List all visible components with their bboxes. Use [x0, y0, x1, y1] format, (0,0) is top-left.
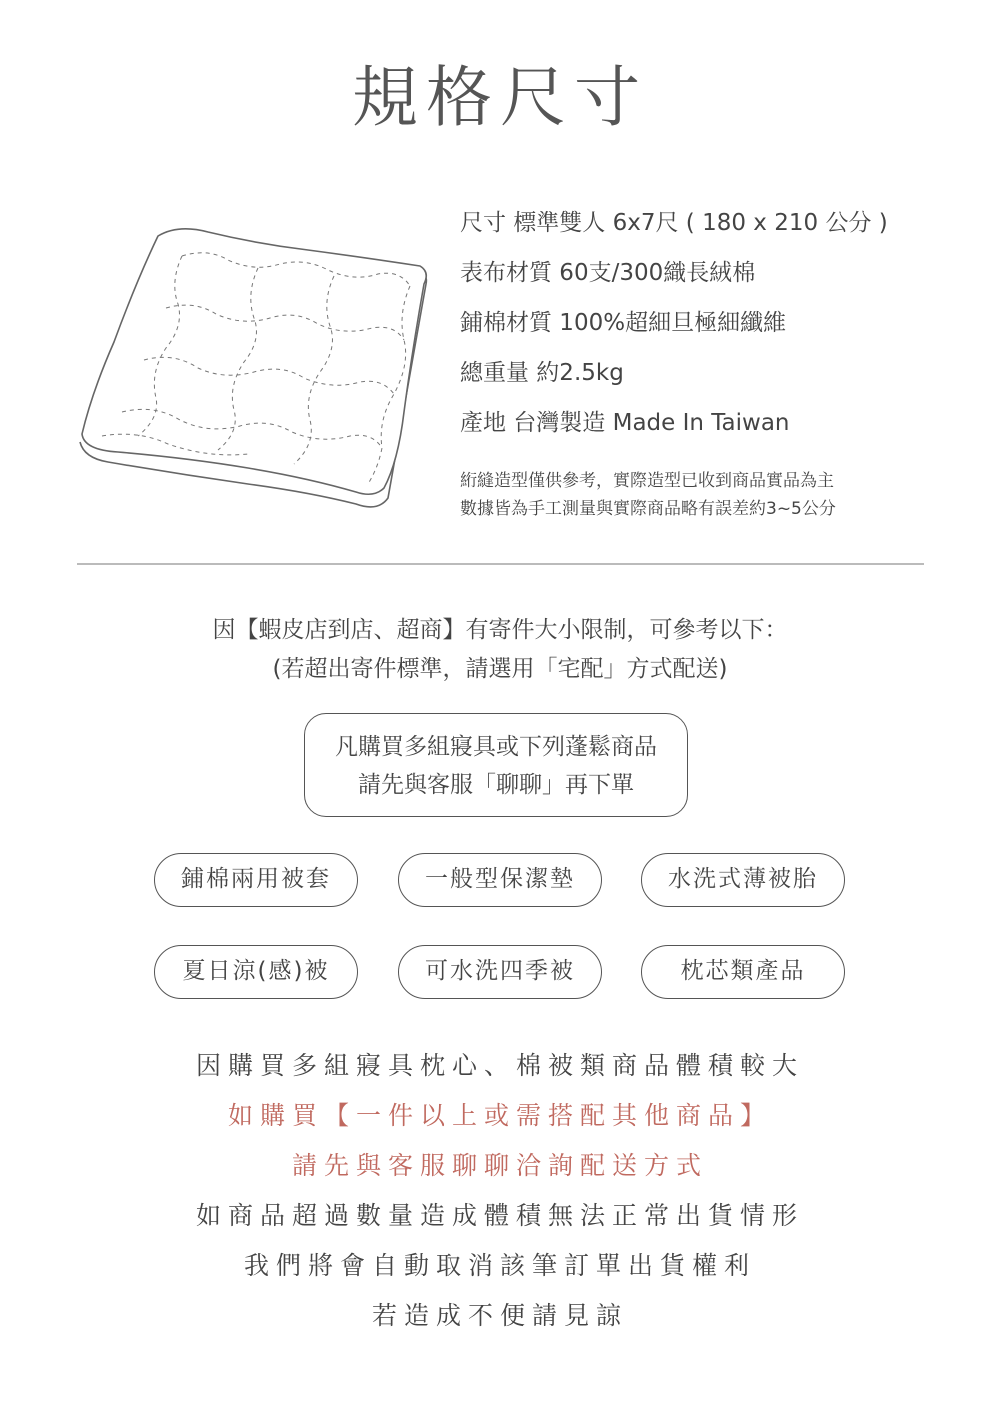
product-tag-quilt-cover: 鋪棉兩用被套 [154, 853, 358, 907]
notice-line-4: 如商品超過數量造成體積無法正常出貨情形 [195, 1201, 804, 1230]
shipping-limit-text: 因【蝦皮店到店、超商】有寄件大小限制，可參考以下： [212, 617, 788, 643]
product-tag-pillow: 枕芯類產品 [641, 945, 845, 999]
spec-fabric: 表布材質 60支/300織長絨棉 [460, 260, 756, 286]
notice-line-2: 如購買【一件以上或需搭配其他商品】 [227, 1101, 772, 1130]
shipping-alternative-text: (若超出寄件標準，請選用「宅配」方式配送) [272, 656, 728, 682]
product-tag-mattress-protector: 一般型保潔墊 [398, 853, 602, 907]
notice-line-1: 因購買多組寢具枕心、棉被類商品體積較大 [195, 1051, 804, 1080]
note-measurement: 數據皆為手工測量與實際商品略有誤差約3~5公分 [460, 499, 836, 519]
notice-line-6: 若造成不便請見諒 [371, 1301, 628, 1330]
product-tag-washable-quilt: 水洗式薄被胎 [641, 853, 845, 907]
page-title: 規格尺寸 [352, 59, 648, 136]
notice-line-3: 請先與客服聊聊洽詢配送方式 [291, 1151, 708, 1180]
product-tag-four-season-quilt: 可水洗四季被 [398, 945, 602, 999]
product-tag-summer-quilt: 夏日涼(感)被 [154, 945, 358, 999]
contact-notice-line-1: 凡購買多組寢具或下列蓬鬆商品 [335, 734, 657, 760]
quilt-illustration [78, 222, 438, 512]
spec-origin: 產地 台灣製造 Made In Taiwan [460, 410, 790, 436]
spec-weight: 總重量 約2.5kg [460, 360, 624, 386]
spec-filling: 鋪棉材質 100%超細旦極細纖維 [460, 310, 787, 336]
spec-size: 尺寸 標準雙人 6x7尺 ( 180 x 210 公分 ) [460, 210, 888, 236]
notice-line-5: 我們將會自動取消該筆訂單出貨權利 [243, 1251, 756, 1280]
note-quilting: 絎縫造型僅供參考，實際造型已收到商品實品為主 [460, 471, 834, 491]
contact-notice-box [304, 713, 688, 817]
divider [77, 563, 924, 565]
contact-notice-line-2: 請先與客服「聊聊」再下單 [358, 772, 634, 798]
